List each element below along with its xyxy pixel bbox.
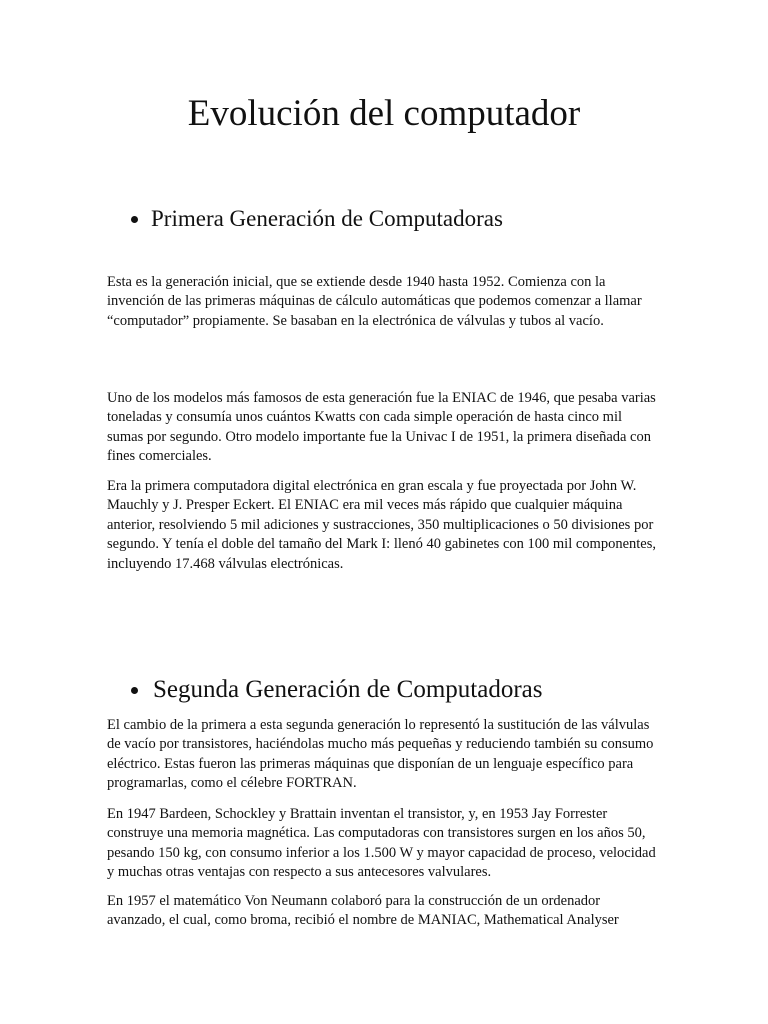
section-heading-text: Primera Generación de Computadoras [151, 206, 503, 231]
page-title: Evolución del computador [187, 93, 581, 134]
paragraph: Uno de los modelos más famosos de esta generación fue la ENIAC de 1946, que pesaba varias toneladas y consumía unos cuántos Kwatts con cada simple operación de hasta cinco mil sumas por segundo. Otro modelo importante fue la Univac I de 1951, la primera diseñada con fines comerciales. [107, 390, 656, 465]
bullet-icon [131, 687, 138, 694]
paragraph: El cambio de la primera a esta segunda generación lo representó la sustitución de las válvulas de vacío por transistores, haciéndolas mucho más pequeñas y reduciendo también su consumo eléctrico. Estas fueron las primeras máquinas que disponían de un lenguaje específico para programarlas, como el célebre FORTRAN. [107, 717, 654, 792]
paragraph: En 1957 el matemático Von Neumann colaboró para la construcción de un ordenador avanzado, el cual, como broma, recibió el nombre de MANIAC, Mathematical Analyser [107, 893, 619, 929]
bullet-icon [131, 216, 138, 223]
paragraph: En 1947 Bardeen, Schockley y Brattain inventan el transistor, y, en 1953 Jay Forrester construye una memoria magnética. Las computadoras con transistores surgen en los años 50, pesando 150 kg, con consumo inferior a los 1.500 W y mayor capacidad de proceso, velocidad y muchas otras ventajas con respecto a sus antecesores valvulares. [107, 806, 656, 881]
paragraph: Era la primera computadora digital electrónica en gran escala y fue proyectada por John W. Mauchly y J. Presper Eckert. El ENIAC era mil veces más rápido que cualquier máquina anterior, resolviendo 5 mil adiciones y sustracciones, 350 multiplicaciones o 50 divisiones por segundo. Y tenía el doble del tamaño del Mark I: llenó 40 gabinetes con 100 mil componentes, incluyendo 17.468 válvulas electrónicas. [107, 478, 656, 572]
section-heading-text: Segunda Generación de Computadoras [153, 676, 543, 703]
paragraph: Esta es la generación inicial, que se extiende desde 1940 hasta 1952. Comienza con la invención de las primeras máquinas de cálculo automáticas que podemos comenzar a llamar “computador” propiamente. Se basaban en la electrónica de válvulas y tubos al vacío. [107, 274, 642, 329]
